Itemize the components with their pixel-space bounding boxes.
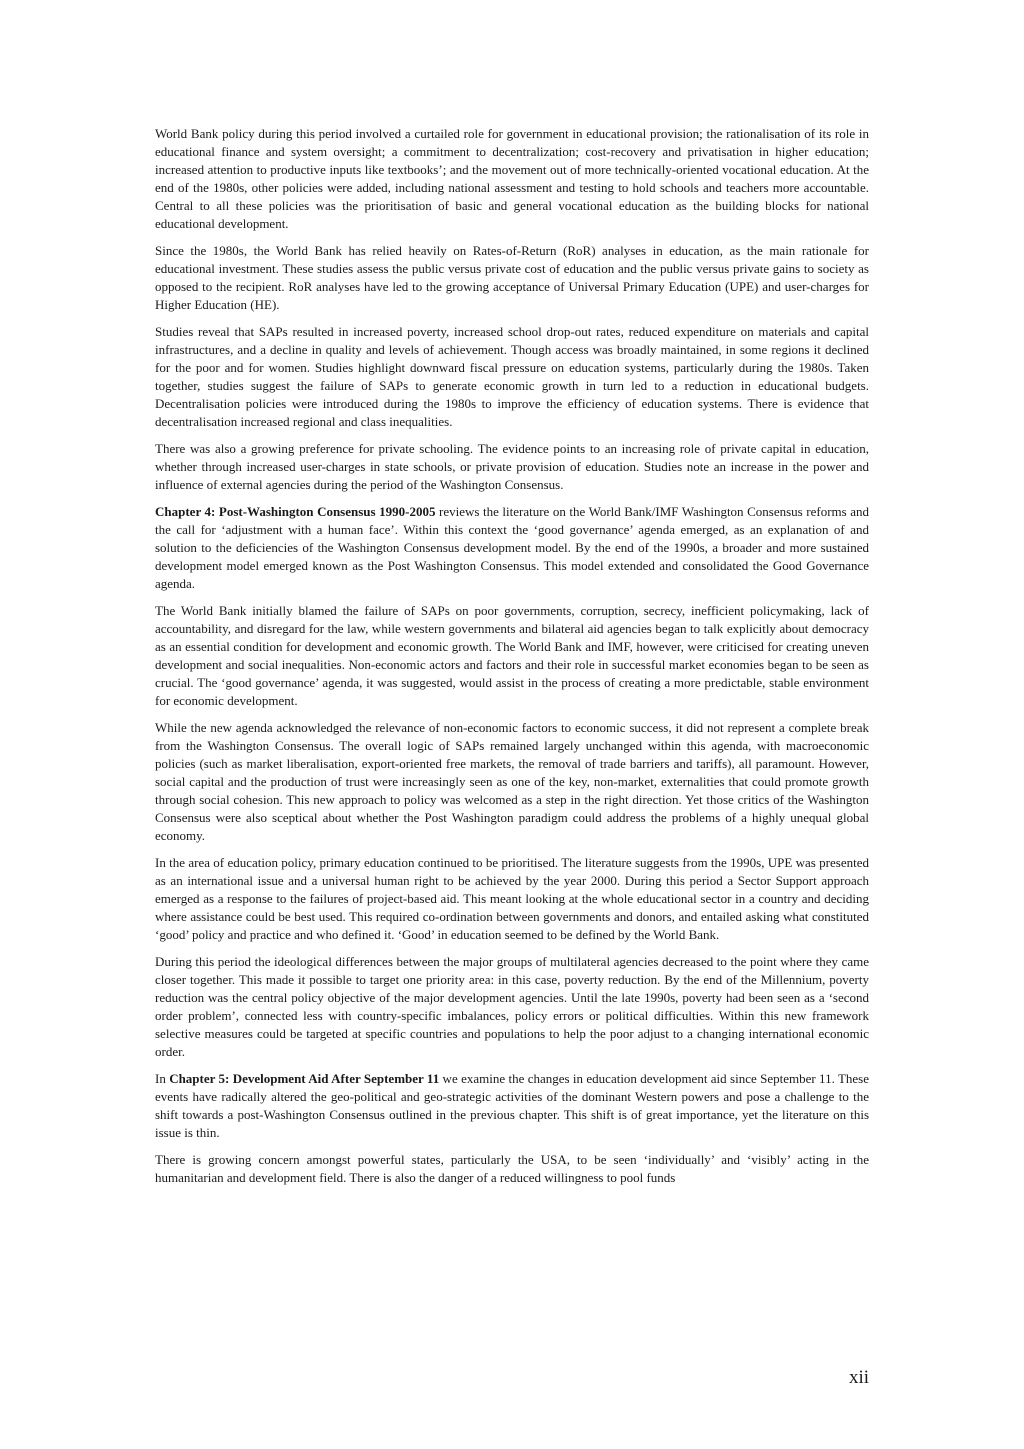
paragraph: While the new agenda acknowledged the relevance of non-economic factors to economic success, it did not represent a complete break from the Washington Consensus. The overall logic of SAPs remained largely unchanged within this agenda, with macroeconomic policies (such as market liberalisation, export-oriented free markets, the removal of trade barriers and tariffs), all paramount. However, social capital and the production of trust were increasingly seen as one of the key, non-market, externalities that could promote growth through social cohesion. This new approach to policy was welcomed as a step in the right direction. Yet those critics of the Washington Consensus were also sceptical about whether the Post Washington paradigm could address the problems of a highly unequal global economy. — [155, 720, 869, 843]
paragraph: There was also a growing preference for private schooling. The evidence points to an increasing role of private capital in education, whether through increased user-charges in state schools, or private provision of education. Studies note an increase in the power and influence of external agencies during the period of the Washington Consensus. — [155, 441, 869, 492]
chapter-5-heading: Chapter 5: Development Aid After September 11 — [169, 1071, 440, 1086]
page-number: xii — [848, 1367, 869, 1388]
paragraph: The World Bank initially blamed the failure of SAPs on poor governments, corruption, secrecy, inefficient policymaking, lack of accountability, and disregard for the law, while western governments and bilateral aid agencies began to talk explicitly about democracy as an essential condition for development and economic growth. The World Bank and IMF, however, were criticised for creating uneven development and social inequalities. Non-economic actors and factors and their role in successful market economies began to be seen as crucial. The ‘good governance’ agenda, it was suggested, would assist in the process of creating a more predictable, stable environment for economic development. — [155, 603, 869, 708]
paragraph: There is growing concern amongst powerful states, particularly the USA, to be seen ‘individually’ and ‘visibly’ acting in the humanitarian and development field. There is also the danger of a reduced willingness to pool funds — [155, 1152, 869, 1185]
paragraph: World Bank policy during this period involved a curtailed role for government in educational provision; the rationalisation of its role in educational finance and system oversight; a commitment to decentralization; cost-recovery and privatisation in higher education; increased attention to productive inputs like textbooks’; and the movement out of more technically-oriented vocational education. At the end of the 1980s, other policies were added, including national assessment and testing to hold schools and teachers more accountable. Central to all these policies was the prioritisation of basic and general vocational education as the building blocks for national educational development. — [155, 126, 869, 231]
paragraph-chapter-5: In Chapter 5: Development Aid After September 11 we examine the changes in education development aid since September 11. These events have radically altered the geo-political and geo-strategic activities of the dominant Western powers and pose a challenge to the shift towards a post-Washington Consensus outlined in the previous chapter. This shift is of great importance, yet the literature on this issue is thin. — [155, 1071, 869, 1140]
paragraph: In the area of education policy, primary education continued to be prioritised. The literature suggests from the 1990s, UPE was presented as an international issue and a universal human right to be achieved by the year 2000. During this period a Sector Support approach emerged as a response to the failures of project-based aid. This meant looking at the whole educational sector in a country and deciding where assistance could be best used. This required co-ordination between governments and donors, and entailed asking what constituted ‘good’ policy and practice and who defined it. ‘Good’ in education seemed to be defined by the World Bank. — [155, 855, 869, 942]
chapter-4-heading: Chapter 4: Post-Washington Consensus 1990-2005 — [155, 504, 436, 519]
paragraph-chapter-4: Chapter 4: Post-Washington Consensus 1990-2005 reviews the literature on the World Bank/IMF Washington Consensus reforms and the call for ‘adjustment with a human face’. Within this context the ‘good governance’ agenda emerged, as an explanation of and solution to the deficiencies of the Washington Consensus development model. By the end of the 1990s, a broader and more sustained development model emerged known as the Post Washington Consensus. This model extended and consolidated the Good Governance agenda. — [155, 504, 870, 591]
paragraph: Since the 1980s, the World Bank has relied heavily on Rates-of-Return (RoR) analyses in education, as the main rationale for educational investment. These studies assess the public versus private cost of education and the public versus private gains to society as opposed to the recipient. RoR analyses have led to the growing acceptance of Universal Primary Education (UPE) and user-charges for Higher Education (HE). — [155, 243, 869, 312]
paragraph: During this period the ideological differences between the major groups of multilateral agencies decreased to the point where they came closer together. This made it possible to target one priority area: in this case, poverty reduction. By the end of the Millennium, poverty reduction was the central policy objective of the major development agencies. Until the late 1990s, poverty had been seen as a ‘second order problem’, connected less with country-specific imbalances, policy errors or political difficulties. Within this new framework selective measures could be targeted at specific countries and populations to help the poor adjust to a changing international economic order. — [155, 954, 869, 1059]
body-text — [155, 125, 869, 1196]
paragraph: Studies reveal that SAPs resulted in increased poverty, increased school drop-out rates, reduced expenditure on materials and capital infrastructures, and a decline in quality and levels of achievement. Though access was broadly maintained, in some regions it declined for the poor and for women. Studies highlight downward fiscal pressure on education systems, particularly during the 1980s. Taken together, studies suggest the failure of SAPs to generate economic growth in turn led to a reduction in educational budgets. Decentralisation policies were introduced during the 1980s to improve the efficiency of education systems. There is evidence that decentralisation increased regional and class inequalities. — [155, 324, 869, 429]
